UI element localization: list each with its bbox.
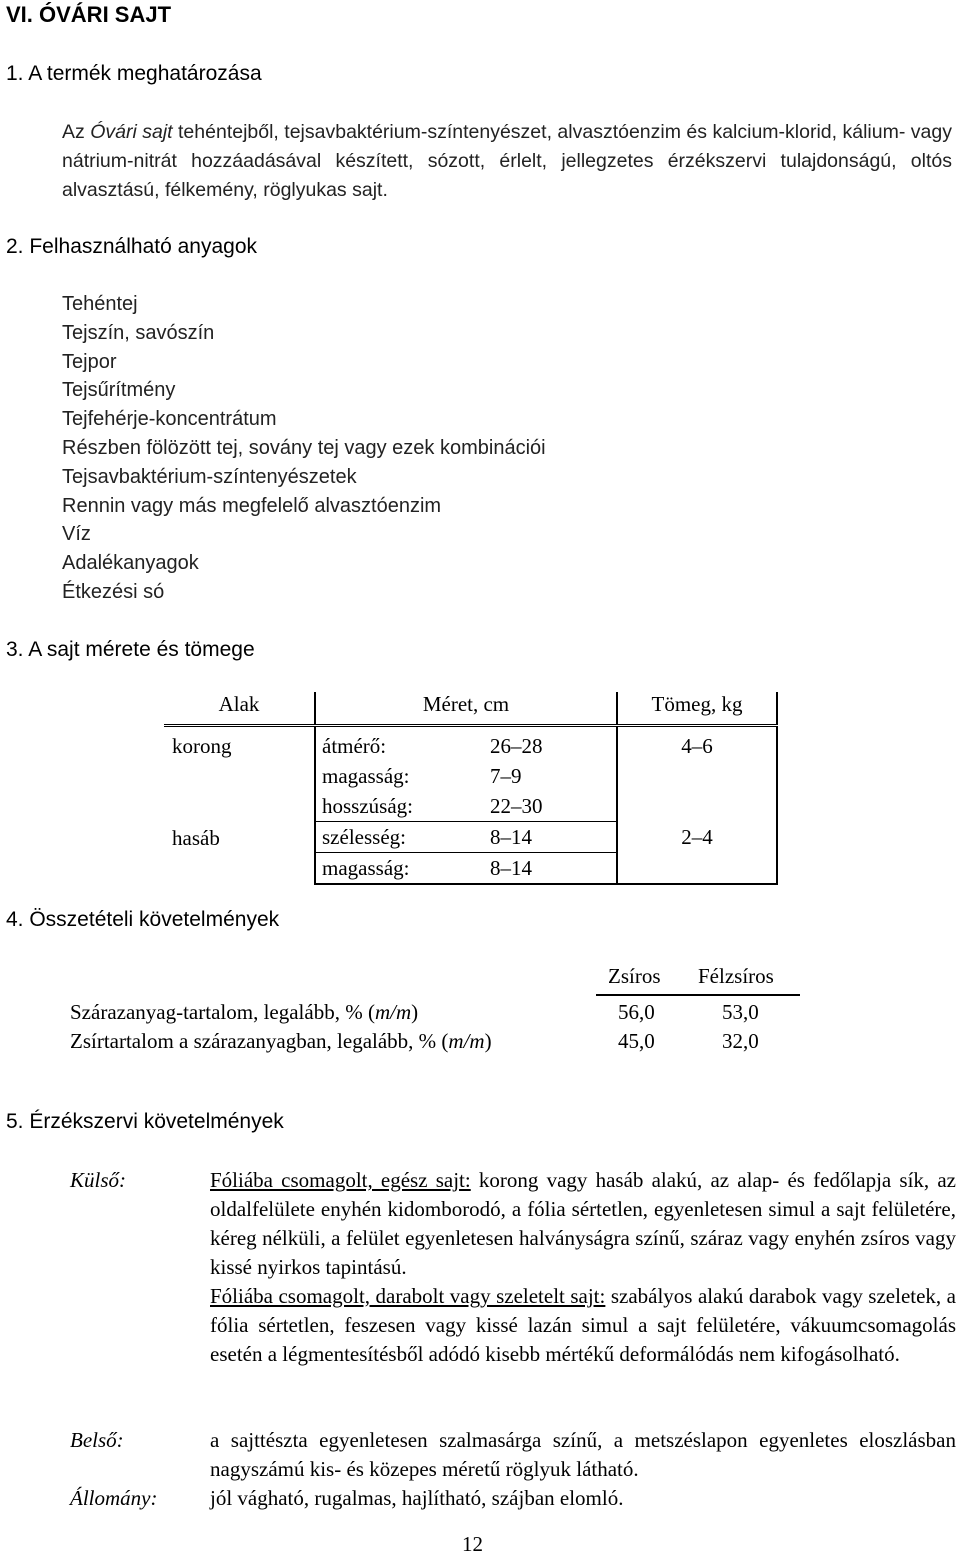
section-4-heading: 4. Összetételi követelmények bbox=[6, 908, 280, 931]
column-header: Méret, cm bbox=[315, 692, 617, 726]
column-header: Zsíros bbox=[608, 964, 661, 988]
ingredient-item: Tejpor bbox=[62, 350, 117, 373]
weight-cell: 4–6 bbox=[681, 734, 713, 758]
shape-cell: hasáb bbox=[172, 825, 220, 850]
dimension-value: 8–14 bbox=[490, 856, 532, 880]
dimension-row bbox=[316, 853, 616, 883]
ingredients-list bbox=[62, 290, 546, 607]
label-text: ) bbox=[484, 1029, 492, 1053]
dimension-label: magasság: bbox=[322, 764, 410, 788]
document-title: VI. ÓVÁRI SAJT bbox=[6, 2, 172, 27]
definition-text-post: tehéntejből, tejsavbaktérium-színtenyészet, alvasztóenzim és kalcium-klorid, kálium- vagy nátrium-nitrát hozzáadásával készített, sózott, érlelt, jellegzetes érzékszervi tulajdonságú, oltós alvasztású, félkemény, röglyukas sajt. bbox=[62, 121, 952, 201]
composition-label bbox=[70, 1026, 492, 1056]
ingredient-item: Étkezési só bbox=[62, 580, 165, 603]
ingredient-item: Részben fölözött tej, sovány tej vagy ezek kombinációi bbox=[62, 436, 546, 459]
texture-description bbox=[210, 1484, 956, 1513]
table-row bbox=[164, 726, 777, 792]
value-semi-fat: 53,0 bbox=[722, 1000, 759, 1024]
section-1-heading: 1. A termék meghatározása bbox=[6, 62, 262, 85]
ingredient-item: Tejsűrítmény bbox=[62, 379, 176, 402]
section-3-heading: 3. A sajt mérete és tömege bbox=[6, 638, 255, 661]
label-unit: m/m bbox=[374, 1000, 412, 1024]
dimension-label: magasság: bbox=[322, 856, 410, 880]
ingredient-item: Tejfehérje-koncentrátum bbox=[62, 408, 277, 431]
dimension-label: hosszúság: bbox=[322, 794, 413, 818]
ingredient-item: Tejsavbaktérium-színtenyészetek bbox=[62, 465, 357, 488]
label-text: ) bbox=[411, 1000, 419, 1024]
internal-label: Belső: bbox=[70, 1428, 124, 1452]
dimension-row bbox=[316, 791, 616, 822]
column-header: Alak bbox=[164, 692, 315, 726]
texture-text: jól vágható, rugalmas, hajlítható, szájban elomló. bbox=[210, 1486, 624, 1510]
dimension-value: 7–9 bbox=[490, 764, 522, 788]
external-label: Külső: bbox=[70, 1168, 127, 1192]
dimension-row bbox=[316, 822, 616, 853]
sliced-cheese-heading: Fóliába csomagolt, darabolt vagy szeletelt sajt: bbox=[210, 1284, 606, 1308]
external-description bbox=[210, 1166, 956, 1369]
composition-label bbox=[70, 997, 418, 1027]
section-5-heading: 5. Érzékszervi követelmények bbox=[6, 1110, 284, 1133]
ingredient-item: Tehéntej bbox=[62, 293, 138, 315]
dimension-row bbox=[316, 731, 616, 761]
table-row bbox=[164, 791, 777, 884]
shape-cell: korong bbox=[172, 734, 232, 758]
internal-text: a sajttészta egyenletesen szalmasárga színű, a metszéslapon egyenletes eloszlásban nagyszámú kis- és közepes méretű röglyuk látható. bbox=[210, 1428, 956, 1481]
section-2-heading: 2. Felhasználható anyagok bbox=[6, 235, 258, 258]
size-table bbox=[164, 692, 778, 885]
column-header: Tömeg, kg bbox=[617, 692, 777, 726]
composition-header bbox=[596, 964, 800, 996]
value-semi-fat: 32,0 bbox=[722, 1029, 759, 1053]
internal-description bbox=[210, 1426, 956, 1484]
size-table-header bbox=[164, 692, 777, 726]
weight-cell: 2–4 bbox=[681, 825, 713, 849]
dimension-row bbox=[316, 761, 616, 791]
dimension-value: 22–30 bbox=[490, 794, 543, 818]
ingredient-item: Adalékanyagok bbox=[62, 552, 199, 575]
product-name: Óvári sajt bbox=[90, 121, 173, 143]
whole-cheese-heading: Fóliába csomagolt, egész sajt: bbox=[210, 1168, 471, 1192]
sliced-cheese-text: szabályos alakú darabok vagy szeletek, a fólia sértetlen, feszesen vagy kissé lazán simul a sajt felületére, vákuumcsomagolás esetén a légmentesítésből adódó kisebb mértékű deformálódás nem kifogásolható. bbox=[210, 1284, 956, 1366]
label-text: Zsírtartalom a szárazanyagban, legalább, % ( bbox=[70, 1029, 449, 1053]
column-header: Félzsíros bbox=[698, 964, 774, 988]
dimension-label: átmérő: bbox=[322, 734, 387, 758]
page-number: 12 bbox=[462, 1532, 483, 1556]
label-unit: m/m bbox=[448, 1029, 485, 1053]
definition-text-pre: Az bbox=[62, 121, 91, 143]
definition-paragraph bbox=[62, 118, 952, 205]
ingredient-item: Rennin vagy más megfelelő alvasztóenzim bbox=[62, 494, 442, 517]
ingredient-item: Víz bbox=[62, 523, 91, 546]
dimension-value: 8–14 bbox=[490, 825, 532, 849]
label-text: Szárazanyag-tartalom, legalább, % ( bbox=[70, 1000, 375, 1024]
value-fat: 45,0 bbox=[618, 1029, 655, 1053]
value-fat: 56,0 bbox=[618, 1000, 655, 1024]
ingredient-item: Tejszín, savószín bbox=[62, 321, 215, 344]
texture-label: Állomány: bbox=[70, 1486, 158, 1510]
dimension-value: 26–28 bbox=[490, 734, 543, 758]
dimension-label: szélesség: bbox=[322, 825, 406, 849]
whole-cheese-text: korong vagy hasáb alakú, az alap- és fedőlapja sík, az oldalfelülete enyhén kidomborodó, a fólia sértetlen, egyenletesen simul a sajt felületére, kéreg nélküli, a felület egyenletesen halványságra színű, száraz vagy enyhén zsíros vagy kissé nyirkos tapintású. bbox=[210, 1168, 956, 1279]
